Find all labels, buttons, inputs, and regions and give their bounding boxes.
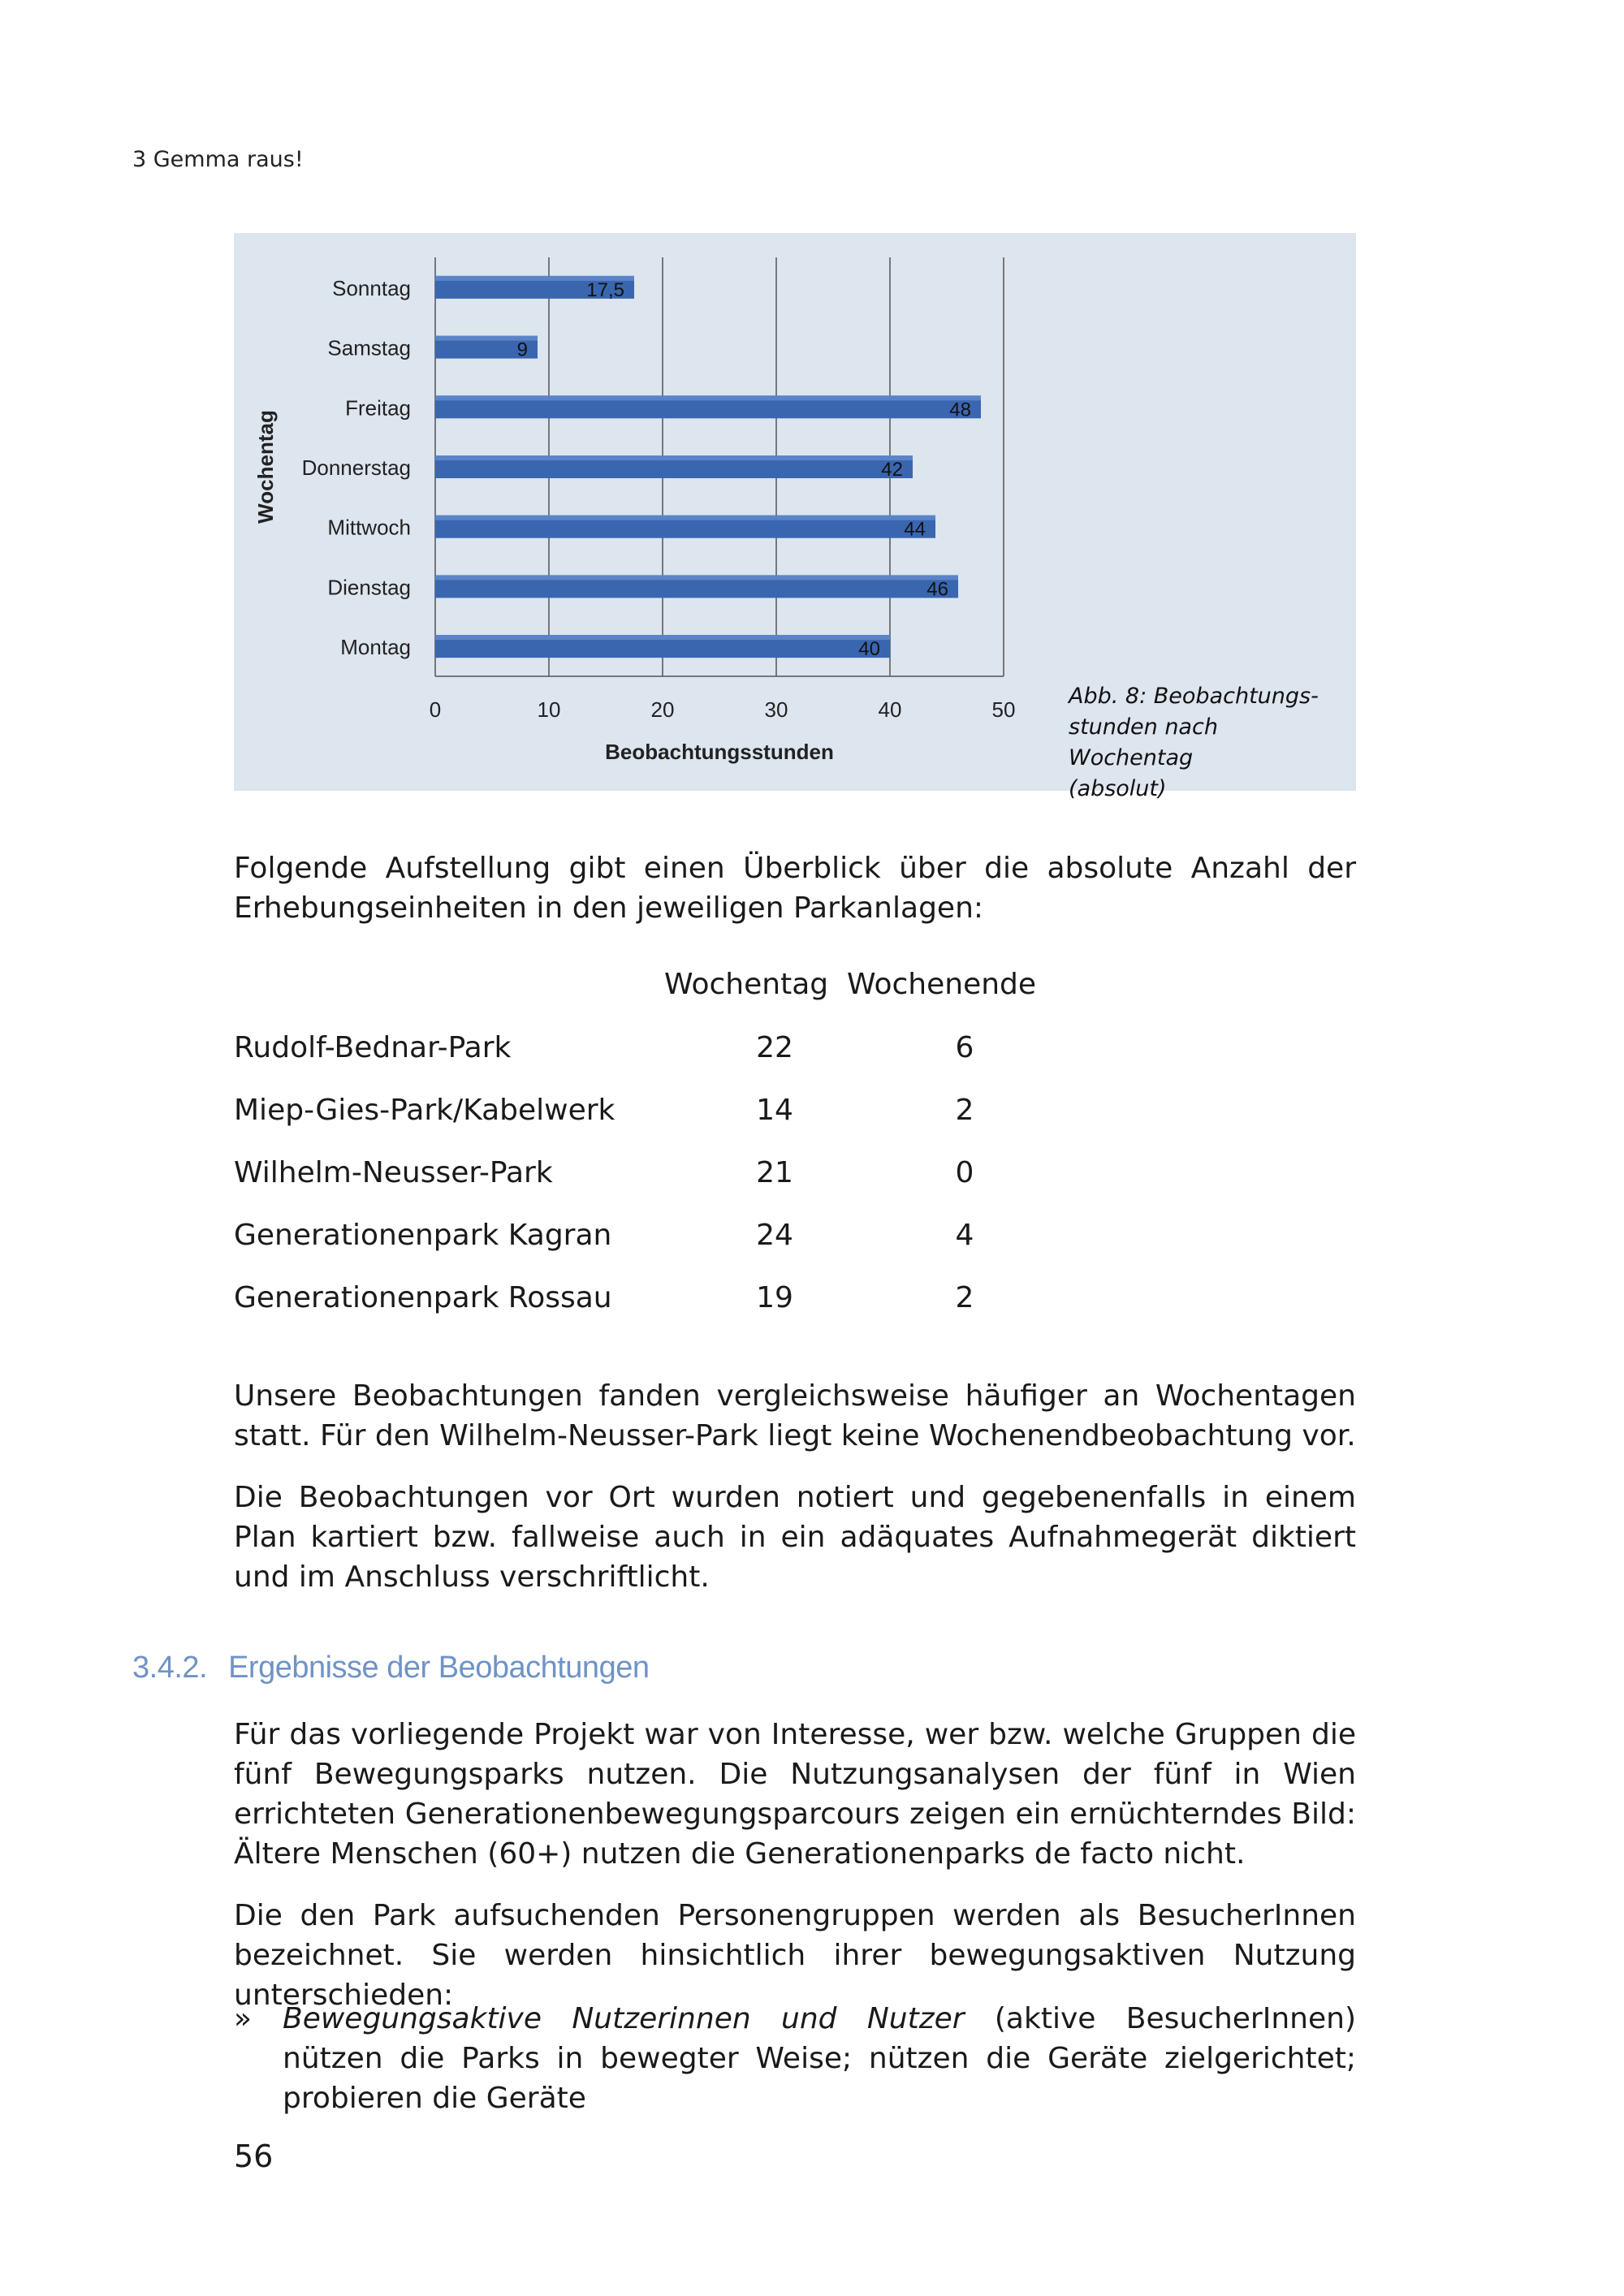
category-label: Dienstag — [327, 575, 411, 600]
section-number: 3.4.2. — [132, 1651, 208, 1685]
paragraph-4-text: Für das vorliegende Projekt war von Interesse, wer bzw. welche Gruppen die fünf Bewegungsparks nutzen. Die Nutzungsanalysen der fünf in Wien errichteten Generationenbewegungsparcours zeigen ein ernüchterndes Bild: Ältere Menschen (60+) nutzen die Generationenparks de facto nicht. — [234, 1718, 1356, 1871]
table-header-weekday: Wochentag — [664, 968, 829, 1001]
intro-paragraph — [234, 848, 1356, 928]
paragraph-5-text: Die den Park aufsuchenden Personengruppen werden als BesucherInnen bezeichnet. Sie werden hinsichtlich ihrer bewegungsaktiven Nutzung unterschieden: — [234, 1899, 1356, 2012]
weekday-value: 24 — [756, 1219, 793, 1252]
caption-line-3: (absolut) — [1069, 776, 1167, 801]
park-name: Rudolf-Bednar-Park — [234, 1031, 512, 1064]
bar-highlight — [435, 516, 935, 520]
data-label: 40 — [858, 638, 880, 661]
paragraph-4 — [234, 1715, 1356, 1874]
tick-label: 30 — [764, 697, 788, 722]
figure-caption — [1069, 681, 1345, 805]
x-axis-title: Beobachtungsstunden — [605, 740, 834, 764]
paragraph-3-text: Die Beobachtungen vor Ort wurden notiert und gegebenenfalls in einem Plan kartiert bzw. fallweise auch in ein adäquates Aufnahmegerät diktiert und im Anschluss verschriftlicht. — [234, 1481, 1356, 1594]
category-label: Sonntag — [332, 275, 411, 300]
caption-line-2: stunden nach Wochentag — [1069, 714, 1218, 770]
y-axis-title: Wochentag — [253, 410, 278, 524]
data-label: 9 — [516, 339, 528, 361]
bullet-lead: Bewegungsaktive Nutzerinnen und Nutzer — [283, 2002, 965, 2035]
page-number: 56 — [234, 2138, 274, 2174]
table-row — [234, 1156, 1127, 1197]
category-label: Montag — [340, 635, 411, 660]
data-label: 46 — [926, 578, 948, 601]
park-name: Generationenpark Kagran — [234, 1219, 612, 1252]
weekday-value: 22 — [756, 1031, 793, 1064]
table-row — [234, 1094, 1127, 1134]
category-label: Freitag — [345, 395, 411, 421]
category-label: Samstag — [327, 335, 411, 360]
weekend-value: 2 — [955, 1094, 974, 1127]
chart-figure — [234, 233, 1356, 801]
tick-label: 20 — [650, 697, 675, 722]
weekday-value: 21 — [756, 1156, 793, 1189]
data-label: 44 — [904, 518, 926, 541]
bar-highlight — [435, 635, 890, 640]
paragraph-2 — [234, 1376, 1356, 1456]
table-row — [234, 1031, 1127, 1072]
weekday-value: 14 — [756, 1094, 793, 1127]
bullet-marker: » — [234, 2002, 253, 2035]
weekend-value: 0 — [955, 1156, 974, 1189]
table-row — [234, 1281, 1127, 1322]
bar-highlight — [435, 455, 913, 460]
park-name: Wilhelm-Neusser-Park — [234, 1156, 553, 1189]
paragraph-2-text: Unsere Beobachtungen fanden vergleichsweise häufiger an Wochentagen statt. Für den Wilhelm-Neusser-Park liegt keine Wochenendbeobachtung vor. — [234, 1379, 1356, 1452]
intro-text: Folgende Aufstellung gibt einen Überblick über die absolute Anzahl der Erhebungseinheiten in den jeweiligen Parkanlagen: — [234, 852, 1356, 925]
park-name: Generationenpark Rossau — [234, 1281, 612, 1314]
park-name: Miep-Gies-Park/Kabelwerk — [234, 1094, 615, 1127]
data-label: 17,5 — [586, 278, 624, 301]
weekend-value: 2 — [955, 1281, 974, 1314]
paragraph-5 — [234, 1896, 1356, 2015]
section-heading — [132, 1651, 649, 1685]
bullet-rest: (aktive BesucherInnen) nützen die Parks in bewegter Weise; nützen die Geräte zielgerichtet; probieren die Geräte — [283, 2002, 1356, 2115]
tick-label: 40 — [878, 697, 902, 722]
weekend-value: 4 — [955, 1219, 974, 1252]
tick-label: 50 — [991, 697, 1016, 722]
category-label: Donnerstag — [301, 455, 411, 480]
bar-highlight — [435, 575, 958, 580]
tick-label: 0 — [429, 697, 442, 722]
weekday-value: 19 — [756, 1281, 793, 1314]
caption-line-1: Abb. 8: Beobachtungs- — [1069, 684, 1319, 709]
paragraph-3 — [234, 1478, 1356, 1597]
section-title: Ergebnisse der Beobachtungen — [228, 1651, 650, 1685]
running-head: 3 Gemma raus! — [132, 147, 304, 172]
data-label: 48 — [949, 399, 971, 421]
data-label: 42 — [881, 459, 903, 481]
tick-label: 10 — [537, 697, 561, 722]
bar-highlight — [435, 395, 981, 400]
table-row — [234, 1219, 1127, 1259]
category-label: Mittwoch — [327, 515, 411, 540]
weekend-value: 6 — [955, 1031, 974, 1064]
table-header-weekend: Wochenende — [847, 968, 1037, 1001]
bullet-body — [283, 1999, 1356, 2118]
